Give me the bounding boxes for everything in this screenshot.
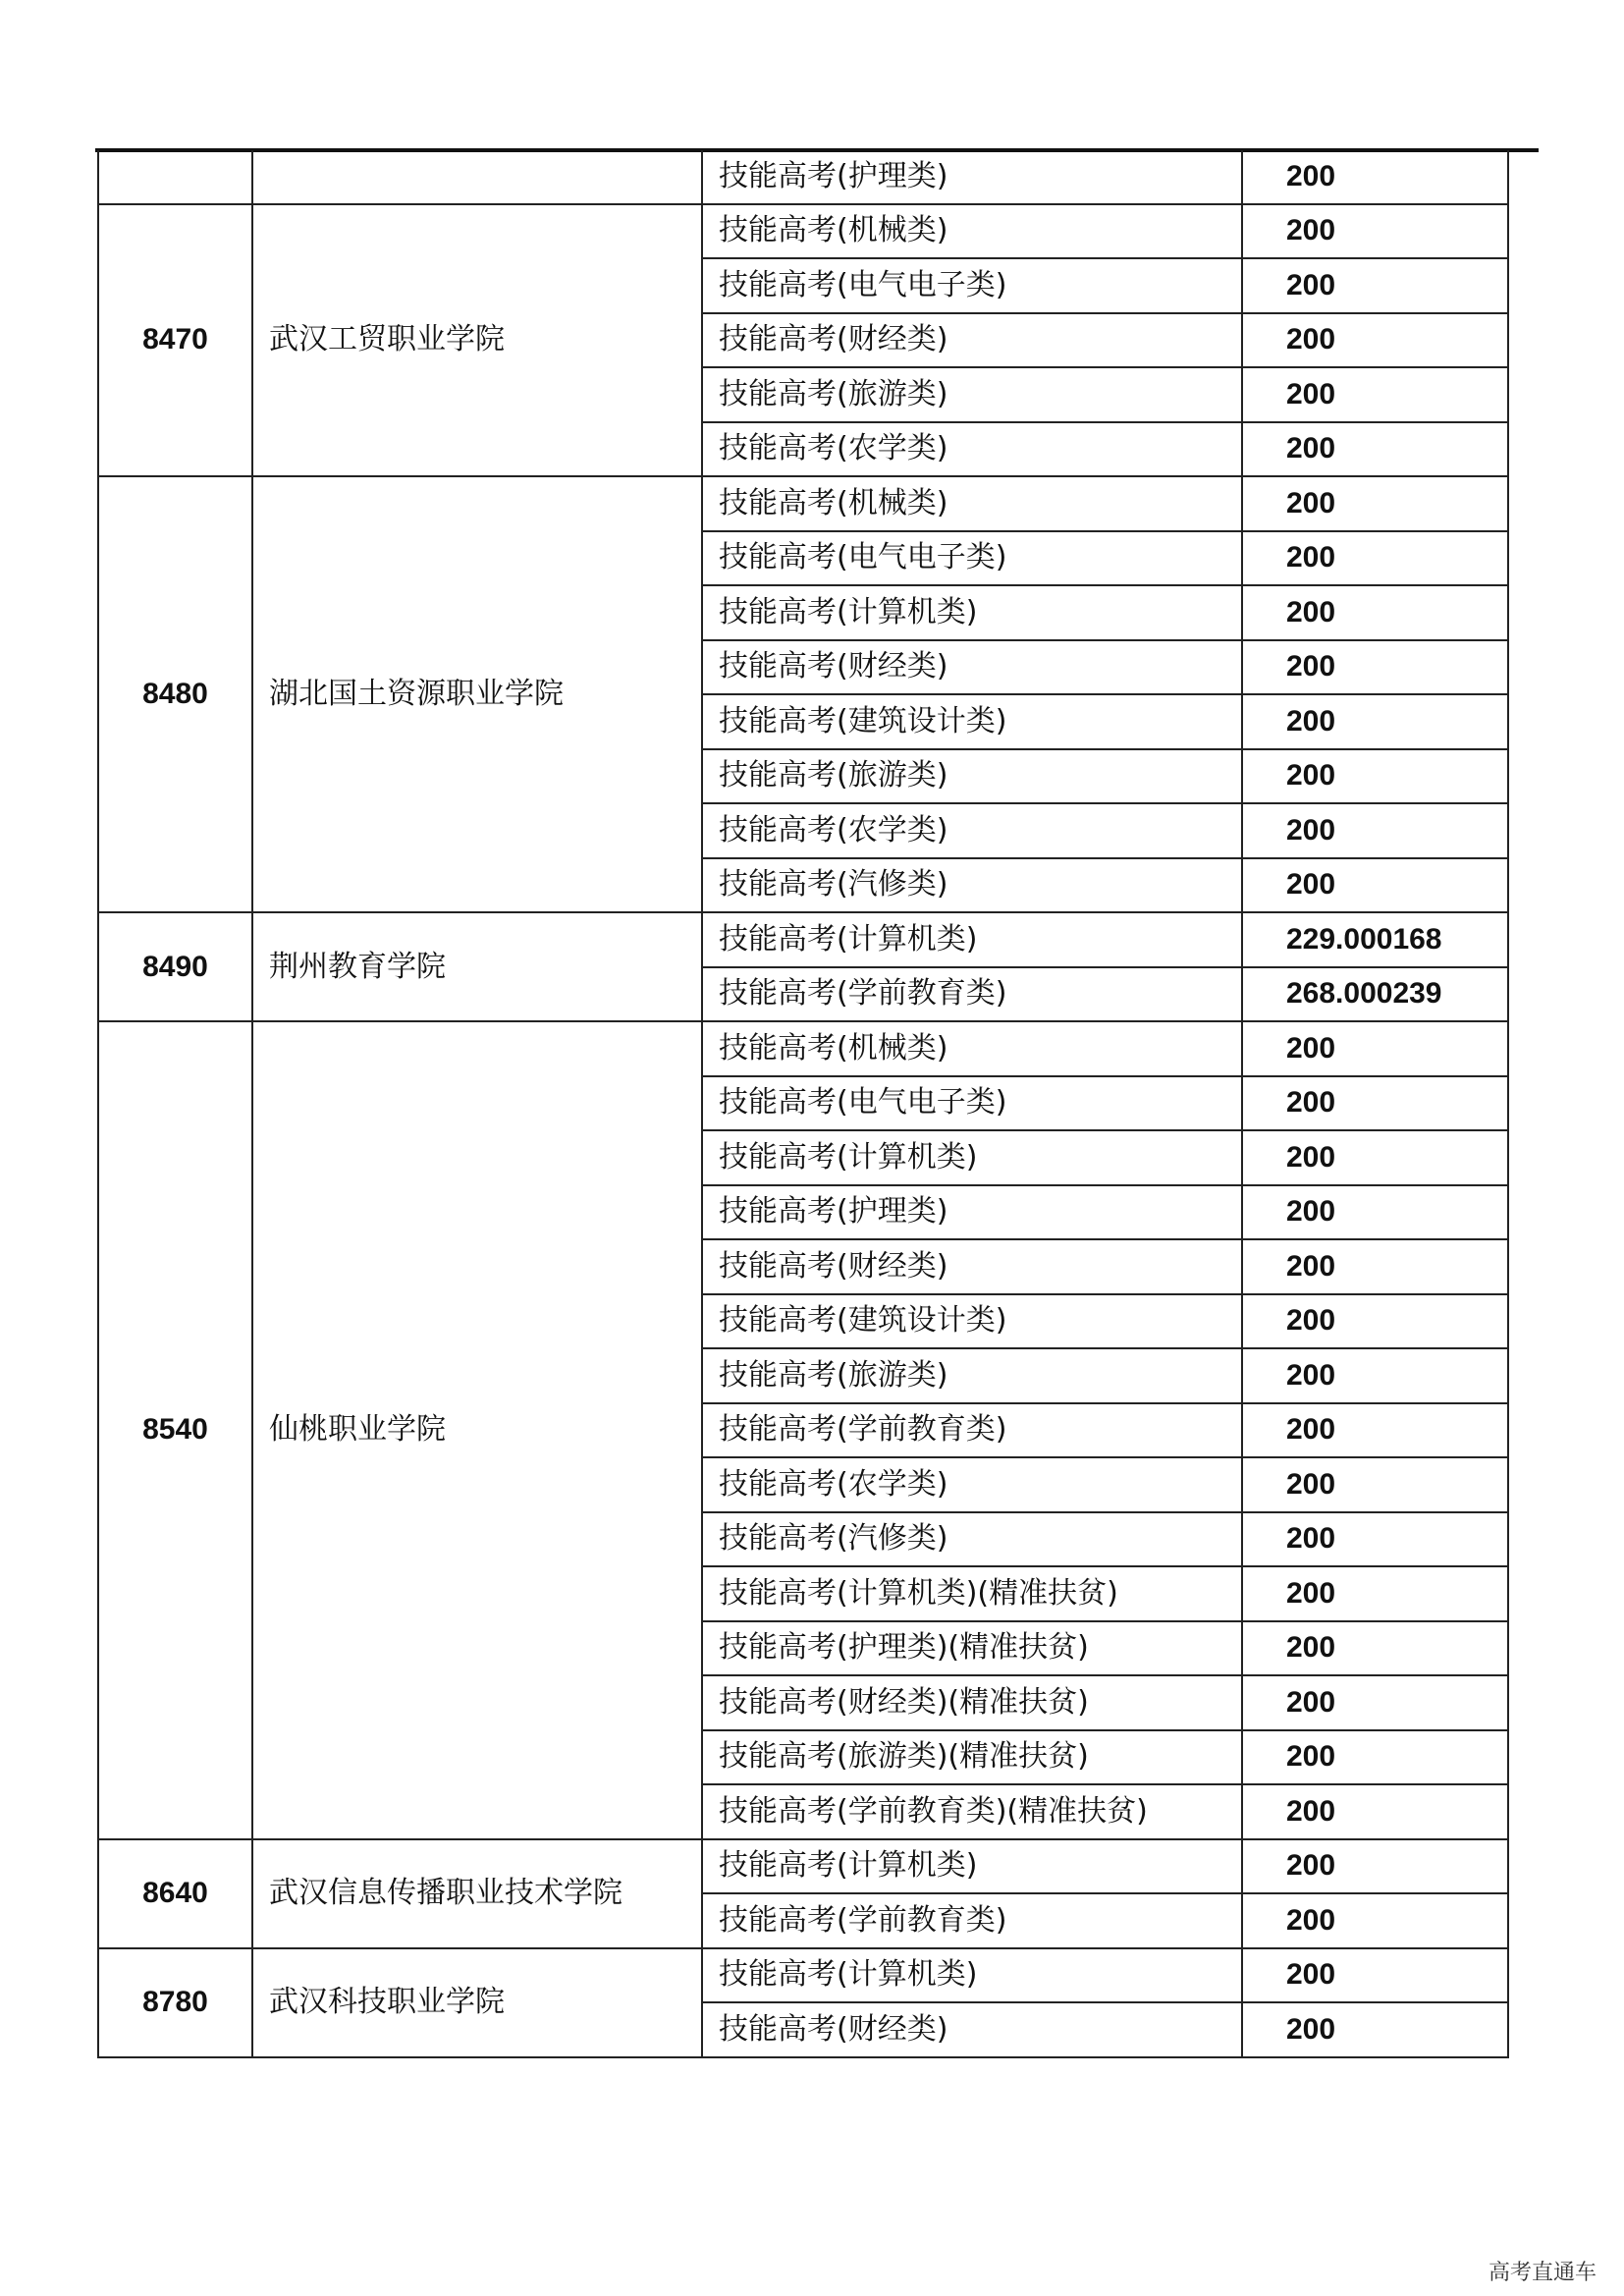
min-score: 200: [1242, 1403, 1508, 1458]
school-code: [98, 150, 252, 204]
school-code: 8780: [98, 1948, 252, 2057]
school-name: 武汉工贸职业学院: [252, 204, 702, 477]
major-name: 技能高考(计算机类): [702, 585, 1242, 640]
min-score: 200: [1242, 2002, 1508, 2057]
footer-watermark: 高考直通车: [1488, 2261, 1597, 2285]
min-score: 200: [1242, 803, 1508, 858]
min-score: 200: [1242, 313, 1508, 368]
school-name: 武汉科技职业学院: [252, 1948, 702, 2057]
min-score: 200: [1242, 1294, 1508, 1349]
major-name: 技能高考(财经类): [702, 640, 1242, 695]
min-score: 200: [1242, 1076, 1508, 1131]
table-row: [98, 1839, 1508, 1894]
major-name: 技能高考(旅游类): [702, 1348, 1242, 1403]
major-name: 技能高考(财经类): [702, 313, 1242, 368]
min-score: 200: [1242, 1239, 1508, 1294]
school-name: [252, 150, 702, 204]
major-name: 技能高考(学前教育类): [702, 967, 1242, 1022]
min-score: 200: [1242, 640, 1508, 695]
major-name: 技能高考(护理类): [702, 1185, 1242, 1240]
min-score: 200: [1242, 858, 1508, 913]
major-name: 技能高考(学前教育类)(精准扶贫): [702, 1784, 1242, 1839]
min-score: 200: [1242, 1784, 1508, 1839]
major-name: 技能高考(计算机类)(精准扶贫): [702, 1566, 1242, 1621]
min-score: 200: [1242, 476, 1508, 531]
min-score: 200: [1242, 585, 1508, 640]
major-name: 技能高考(护理类): [702, 150, 1242, 204]
min-score: 200: [1242, 1130, 1508, 1185]
major-name: 技能高考(学前教育类): [702, 1403, 1242, 1458]
school-code: 8540: [98, 1021, 252, 1839]
min-score: 200: [1242, 1948, 1508, 2003]
major-name: 技能高考(财经类)(精准扶贫): [702, 1675, 1242, 1730]
table-row: [98, 476, 1508, 531]
min-score: 200: [1242, 258, 1508, 313]
school-code: 8480: [98, 476, 252, 912]
table-row: [98, 204, 1508, 259]
major-name: 技能高考(财经类): [702, 1239, 1242, 1294]
min-score: 200: [1242, 1839, 1508, 1894]
major-name: 技能高考(计算机类): [702, 1130, 1242, 1185]
min-score: 200: [1242, 204, 1508, 259]
table-row: [98, 1948, 1508, 2003]
min-score: 200: [1242, 1730, 1508, 1785]
major-name: 技能高考(农学类): [702, 803, 1242, 858]
min-score: 200: [1242, 694, 1508, 749]
min-score: 200: [1242, 749, 1508, 804]
major-name: 技能高考(计算机类): [702, 1839, 1242, 1894]
major-name: 技能高考(农学类): [702, 1457, 1242, 1512]
school-name: 荆州教育学院: [252, 912, 702, 1021]
min-score: 200: [1242, 1348, 1508, 1403]
min-score: 200: [1242, 1021, 1508, 1076]
major-name: 技能高考(计算机类): [702, 1948, 1242, 2003]
min-score: 200: [1242, 1893, 1508, 1948]
major-name: 技能高考(学前教育类): [702, 1893, 1242, 1948]
score-table: [97, 150, 1509, 2058]
min-score: 268.000239: [1242, 967, 1508, 1022]
major-name: 技能高考(农学类): [702, 422, 1242, 477]
major-name: 技能高考(电气电子类): [702, 531, 1242, 586]
major-name: 技能高考(汽修类): [702, 1512, 1242, 1567]
major-name: 技能高考(旅游类): [702, 749, 1242, 804]
table-row: [98, 1021, 1508, 1076]
major-name: 技能高考(机械类): [702, 476, 1242, 531]
school-code: 8490: [98, 912, 252, 1021]
min-score: 200: [1242, 1566, 1508, 1621]
school-name: 武汉信息传播职业技术学院: [252, 1839, 702, 1948]
school-code: 8470: [98, 204, 252, 477]
min-score: 200: [1242, 1185, 1508, 1240]
min-score: 200: [1242, 1621, 1508, 1676]
min-score: 200: [1242, 1512, 1508, 1567]
school-name: 仙桃职业学院: [252, 1021, 702, 1839]
major-name: 技能高考(机械类): [702, 204, 1242, 259]
min-score: 200: [1242, 367, 1508, 422]
major-name: 技能高考(护理类)(精准扶贫): [702, 1621, 1242, 1676]
major-name: 技能高考(机械类): [702, 1021, 1242, 1076]
major-name: 技能高考(旅游类)(精准扶贫): [702, 1730, 1242, 1785]
min-score: 200: [1242, 1457, 1508, 1512]
school-name: 湖北国土资源职业学院: [252, 476, 702, 912]
major-name: 技能高考(电气电子类): [702, 258, 1242, 313]
major-name: 技能高考(电气电子类): [702, 1076, 1242, 1131]
table-row: [98, 912, 1508, 967]
table-row: [98, 150, 1508, 204]
score-table-body: [98, 150, 1508, 2057]
min-score: 200: [1242, 422, 1508, 477]
major-name: 技能高考(旅游类): [702, 367, 1242, 422]
major-name: 技能高考(建筑设计类): [702, 694, 1242, 749]
major-name: 技能高考(财经类): [702, 2002, 1242, 2057]
min-score: 200: [1242, 1675, 1508, 1730]
min-score: 200: [1242, 531, 1508, 586]
major-name: 技能高考(建筑设计类): [702, 1294, 1242, 1349]
school-code: 8640: [98, 1839, 252, 1948]
min-score: 200: [1242, 150, 1508, 204]
major-name: 技能高考(汽修类): [702, 858, 1242, 913]
min-score: 229.000168: [1242, 912, 1508, 967]
major-name: 技能高考(计算机类): [702, 912, 1242, 967]
